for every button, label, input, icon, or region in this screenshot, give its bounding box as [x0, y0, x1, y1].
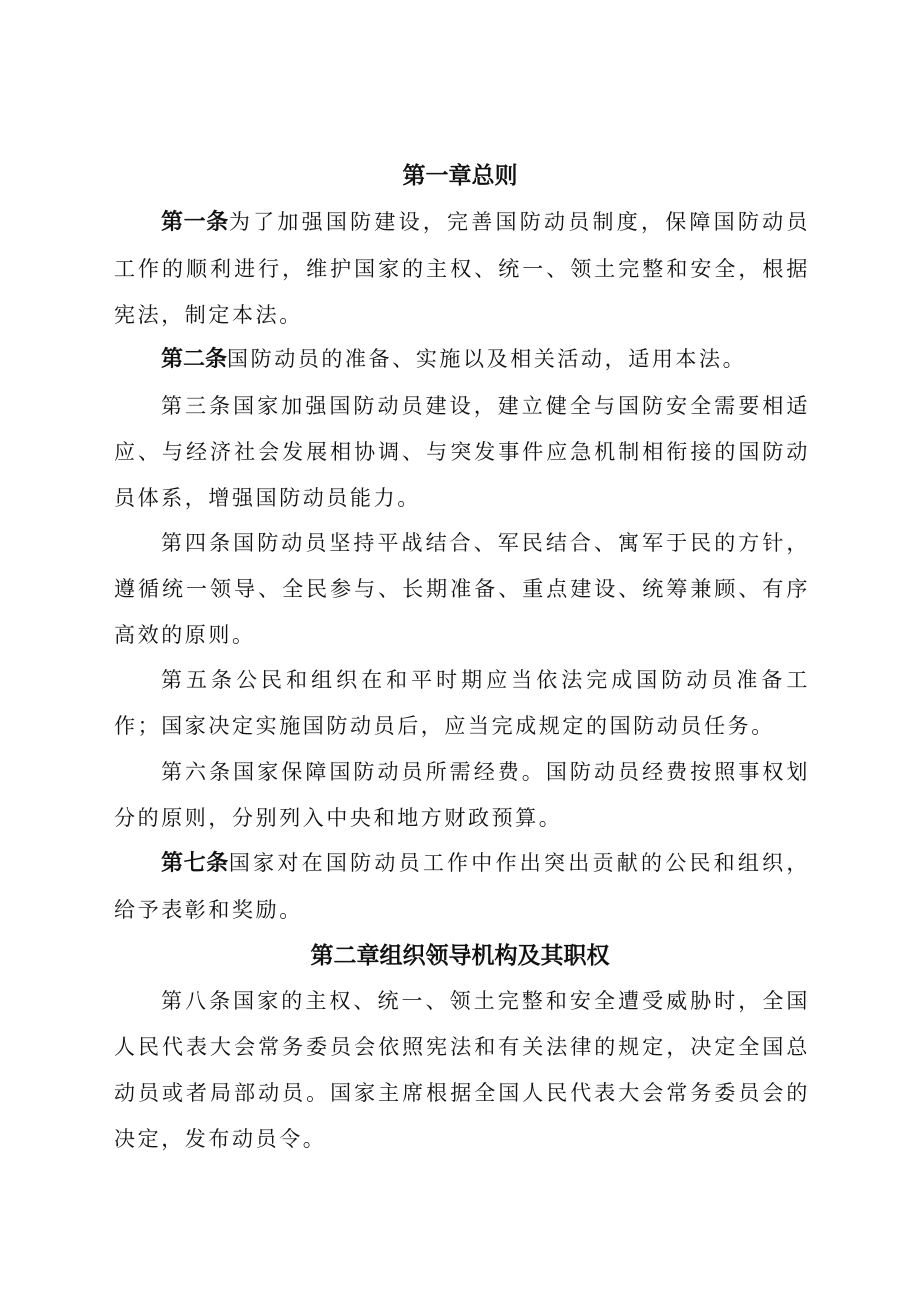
article-3: [114, 383, 810, 521]
article-6-number: 第六条: [161, 760, 234, 784]
article-6: [114, 749, 810, 841]
article-5: [114, 657, 810, 749]
article-2-text: 国防动员的准备、实施以及相关活动，适用本法。: [227, 347, 747, 371]
chapter-1-title: 第一章总则: [402, 163, 518, 189]
article-5-number: 第五条: [161, 668, 237, 692]
article-2: [114, 336, 810, 383]
article-7: [114, 840, 810, 933]
article-8-number: 第八条: [161, 989, 234, 1013]
chapter-2-title: 第二章组织领导机构及其职权: [310, 943, 610, 969]
article-5-text: 公民和组织在和平时期应当依法完成国防动员准备工作；国家决定实施国防动员后，应当完成规定的国防动员任务。: [114, 668, 810, 738]
article-6-text: 国家保障国防动员所需经费。国防动员经费按照事权划分的原则，分别列入中央和地方财政预算。: [114, 760, 810, 830]
article-7-text: 国家对在国防动员工作中作出突出贡献的公民和组织，给予表彰和奖励。: [114, 851, 810, 922]
article-2-number: 第二条: [161, 347, 228, 372]
article-8: [114, 978, 810, 1162]
article-7-number: 第七条: [161, 851, 229, 876]
article-8-text: 国家的主权、统一、领土完整和安全遭受威胁时，全国人民代表大会常务委员会依照宪法和有关法律的规定，决定全国总动员或者局部动员。国家主席根据全国人民代表大会常务委员会的决定，发布动员令。: [114, 989, 810, 1151]
article-3-text: 国家加强国防动员建设，建立健全与国防安全需要相适应、与经济社会发展相协调、与突发事件应急机制相衔接的国防动员体系，增强国防动员能力。: [114, 394, 810, 510]
article-4: [114, 520, 810, 658]
article-4-text: 国防动员坚持平战结合、军民结合、寓军于民的方针，遵循统一领导、全民参与、长期准备、重点建设、统筹兼顾、有序高效的原则。: [114, 531, 810, 647]
article-1: [114, 199, 810, 338]
article-3-number: 第三条: [161, 394, 234, 418]
article-1-number: 第一条: [161, 210, 229, 235]
article-4-number: 第四条: [161, 531, 234, 555]
article-1-text: 为了加强国防建设，完善国防动员制度，保障国防动员工作的顺利进行，维护国家的主权、统一、领土完整和安全，根据宪法，制定本法。: [114, 210, 810, 327]
